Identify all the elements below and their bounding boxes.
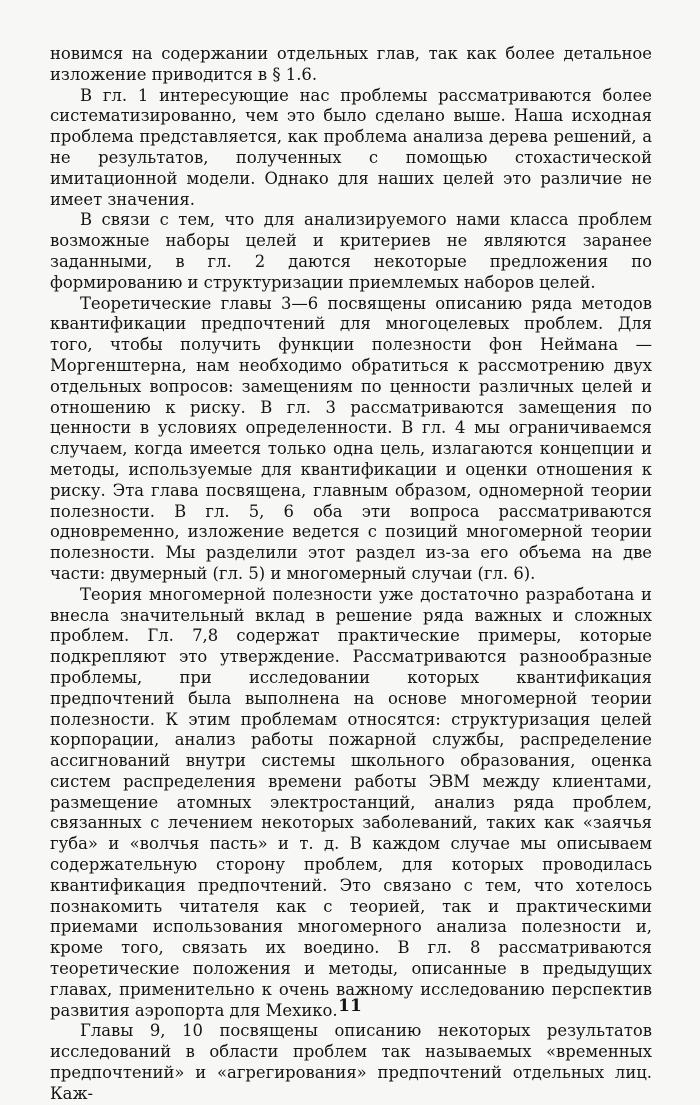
- paragraph-continuation: новимся на содержании отдельных глав, так как более детальное изложение приводится в § 1.6.: [50, 44, 652, 84]
- paragraph-chapter-1: В гл. 1 интересующие нас проблемы рассматриваются более систематизированно, чем это было сделано выше. Наша исходная проблема представляется, как проблема анализа дерева решений, а не результатов, полученных с помощью стохастической имитационной модели. Однако для наших целей это различие не имеет значения.: [50, 85, 652, 209]
- paragraph-chapter-2: В связи с тем, что для анализируемого нами класса проблем возможные наборы целей и критериев не являются заранее заданными, в гл. 2 даются некоторые предложения по формированию и структуризации приемлемых наборов целей.: [50, 210, 652, 292]
- page-number: 11: [338, 996, 362, 1016]
- paragraph-chapters-3-6: Теоретические главы 3—6 посвящены описанию ряда методов квантификации предпочтений для многоцелевых проблем. Для того, чтобы получить функции полезности фон Неймана — Моргенштерна, нам необходимо обратиться к рассмотрению двух отдельных вопросов: замещениям по ценности различных целей и отношению к риску. В гл. 3 рассматриваются замещения по ценности в условиях определенности. В гл. 4 мы ограничиваемся случаем, когда имеется только одна цель, излагаются концепции и методы, используемые для квантификации и оценки отношения к риску. Эта глава посвящена, главным образом, одномерной теории полезности. В гл. 5, 6 оба эти вопроса рассматриваются одновременно, изложение ведется с позиций многомерной теории полезности. Мы разделили этот раздел из-за его объема на две части: двумерный (гл. 5) и многомерный случаи (гл. 6).: [50, 293, 652, 583]
- paragraph-chapters-9-10: Главы 9, 10 посвящены описанию некоторых результатов исследований в области проблем так называемых «временных предпочтений» и «агрегирования» предпочтений отдельных лиц. Каж-: [50, 1021, 652, 1103]
- paragraph-chapters-7-8: Теория многомерной полезности уже достаточно разработана и внесла значительный вклад в решение ряда важных и сложных проблем. Гл. 7,8 содержат практические примеры, которые подкрепляют это утверждение. Рассматриваются разнообразные проблемы, при исследовании которых квантификация предпочтений была выполнена на основе многомерной теории полезности. К этим проблемам относятся: структуризация целей корпорации, анализ работы пожарной службы, распределение ассигнований внутри системы школьного образования, оценка систем распределения времени работы ЭВМ между клиентами, размещение атомных электростанций, анализ ряда проблем, связанных с лечением некоторых заболеваний, таких как «заячья губа» и «волчья пасть» и т. д. В каждом случае мы описываем содержательную сторону проблем, для которых проводилась квантификация предпочтений. Это связано с тем, что хотелось познакомить читателя как с теорией, так и практическими приемами использования многомерного анализа полезности и, кроме того, связать их воедино. В гл. 8 рассматриваются теоретические положения и методы, описанные в предыдущих главах, применительно к очень важному исследованию перспектив развития аэропорта для Мехико.: [50, 584, 652, 1020]
